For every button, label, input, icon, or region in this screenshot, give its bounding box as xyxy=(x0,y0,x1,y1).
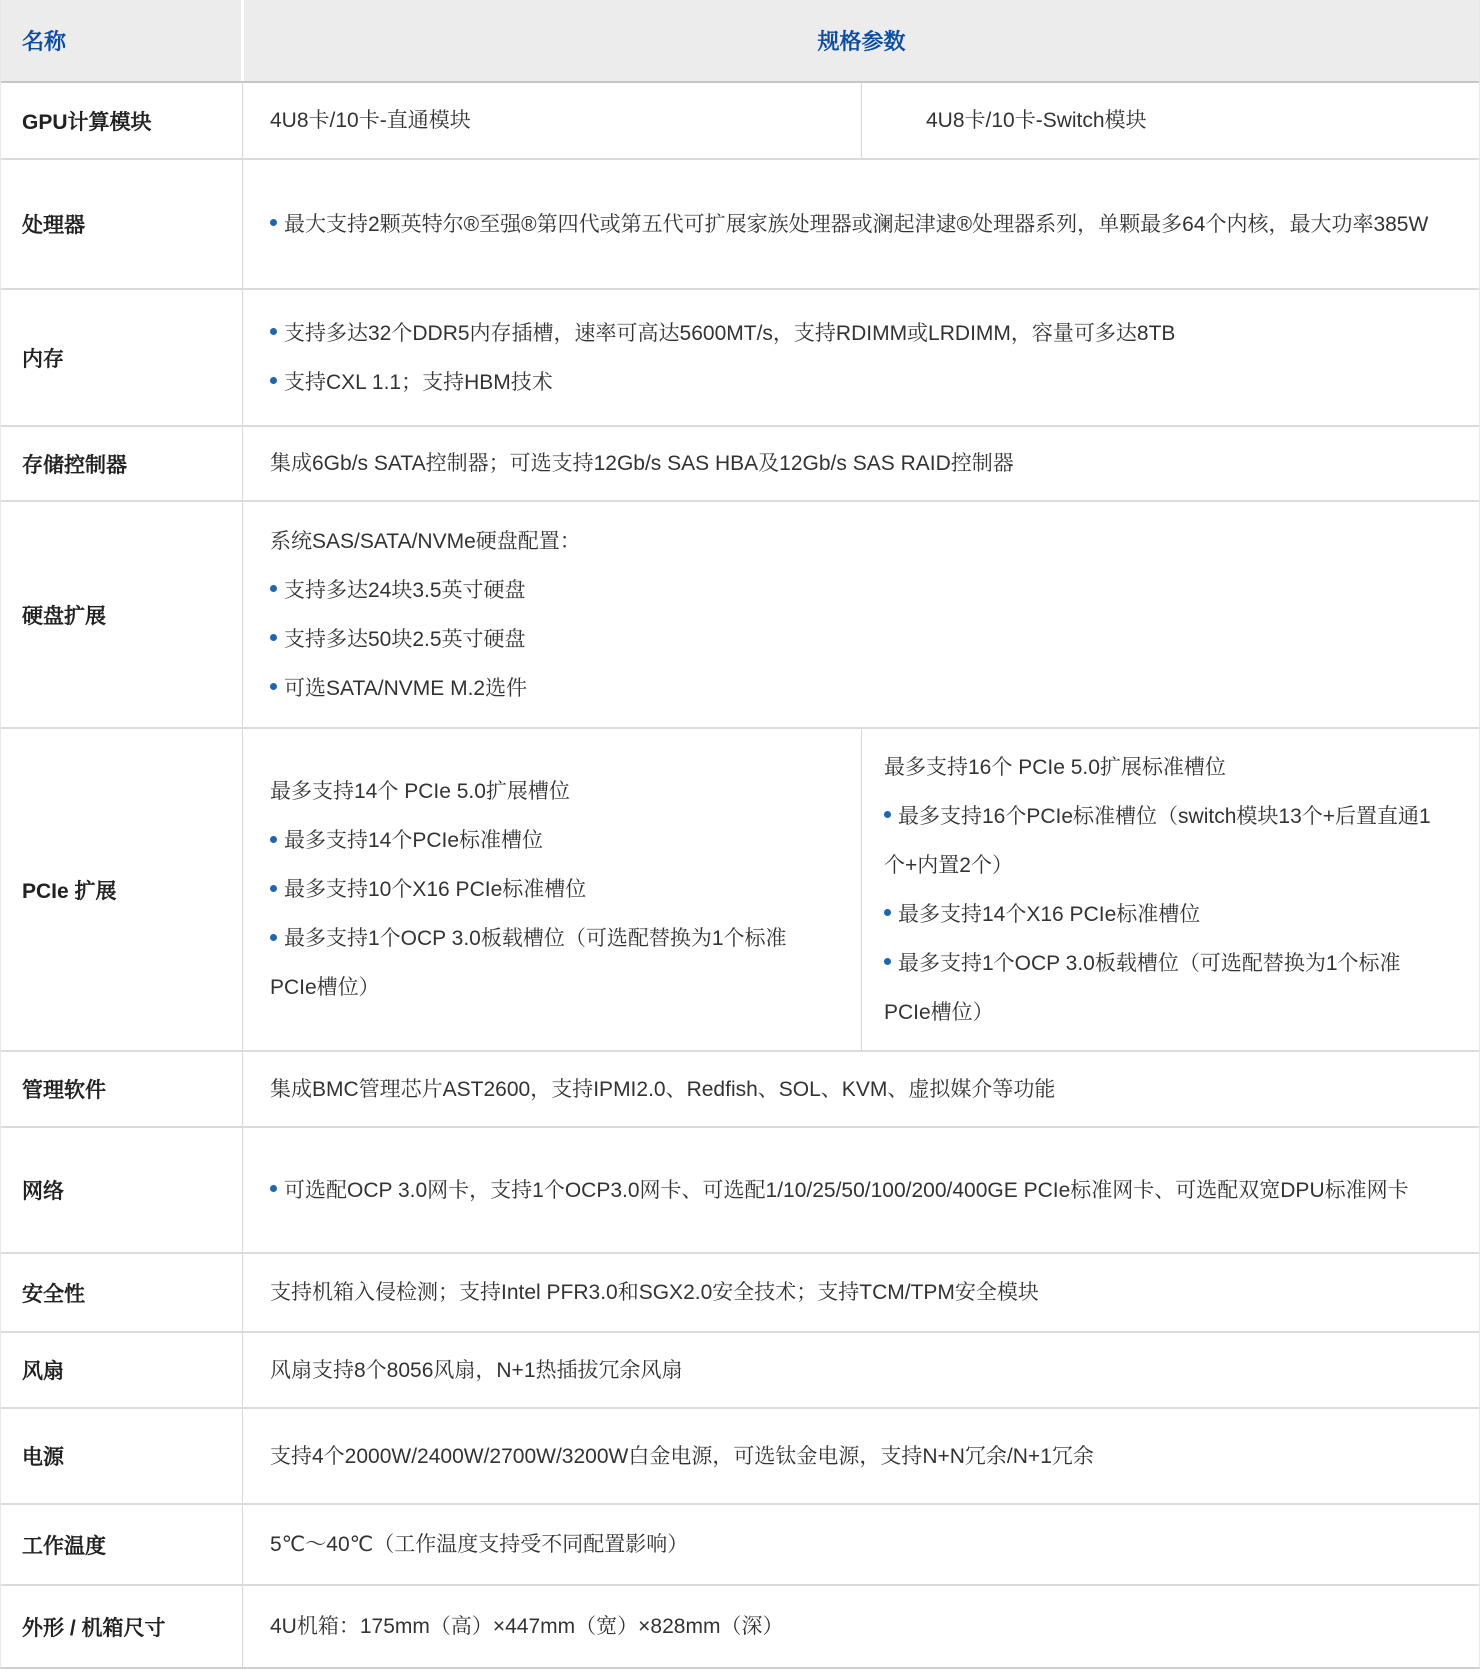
bullet-icon xyxy=(270,377,277,384)
spec-cell xyxy=(243,1052,1479,1126)
row-label: PCIe 扩展 xyxy=(1,729,243,1050)
spec-cell xyxy=(243,1586,1479,1667)
spec-text: 最多支持1个OCP 3.0板载槽位（可选配替换为1个标准PCIe槽位） xyxy=(270,927,787,999)
bullet-icon xyxy=(270,683,277,690)
spec-text: 可选SATA/NVME M.2选件 xyxy=(284,676,528,700)
spec-line xyxy=(270,767,811,816)
spec-line xyxy=(270,517,1429,566)
row-label: 处理器 xyxy=(1,160,243,288)
spec-area xyxy=(243,729,1479,1050)
spec-cell-left xyxy=(243,729,861,1050)
row-label: 安全性 xyxy=(1,1254,243,1331)
bullet-icon xyxy=(270,328,277,335)
bullet-icon xyxy=(270,934,277,941)
spec-cell xyxy=(243,1409,1479,1503)
spec-line xyxy=(270,309,1429,358)
table-row xyxy=(1,1331,1479,1407)
spec-text: 最大支持2颗英特尔®至强®第四代或第五代可扩展家族处理器或澜起津逮®处理器系列，单颗最多64个内核，最大功率385W xyxy=(284,212,1429,236)
spec-cell xyxy=(243,160,1479,288)
spec-line xyxy=(270,1432,1429,1481)
table-row xyxy=(1,288,1479,425)
spec-line xyxy=(270,664,1429,713)
spec-text: 系统SAS/SATA/NVMe硬盘配置： xyxy=(270,529,581,553)
spec-line xyxy=(270,615,1429,664)
table-row xyxy=(1,81,1479,158)
spec-line xyxy=(270,358,1429,407)
bullet-icon xyxy=(884,909,891,916)
spec-area xyxy=(243,290,1479,425)
spec-cell xyxy=(243,502,1479,727)
table-row xyxy=(1,727,1479,1050)
bullet-icon xyxy=(270,585,277,592)
spec-cell xyxy=(243,427,1479,500)
spec-text: 集成6Gb/s SATA控制器；可选支持12Gb/s SAS HBA及12Gb/s SAS RAID控制器 xyxy=(270,452,1014,475)
spec-line xyxy=(270,1520,1429,1569)
spec-text: 4U机箱：175mm（高）×447mm（宽）×828mm（深） xyxy=(270,1615,784,1638)
spec-text: 支持机箱入侵检测；支持Intel PFR3.0和SGX2.0安全技术；支持TCM/TPM安全模块 xyxy=(270,1281,1039,1304)
spec-text: 支持多达32个DDR5内存插槽，速率可高达5600MT/s，支持RDIMM或LRDIMM，容量可多达8TB xyxy=(284,321,1176,345)
spec-area xyxy=(243,1409,1479,1503)
spec-area xyxy=(243,160,1479,288)
spec-text: 4U8卡/10卡-直通模块 xyxy=(270,109,471,132)
spec-text: 支持多达50块2.5英寸硬盘 xyxy=(284,627,526,651)
spec-line xyxy=(884,743,1441,792)
spec-text: 风扇支持8个8056风扇，N+1热插拔冗余风扇 xyxy=(270,1358,683,1382)
spec-cell xyxy=(243,1505,1479,1584)
spec-line xyxy=(884,792,1441,890)
table-row xyxy=(1,1252,1479,1331)
spec-line xyxy=(270,1065,1429,1114)
spec-area xyxy=(243,1254,1479,1331)
spec-line xyxy=(270,200,1429,249)
spec-cell xyxy=(243,1254,1479,1331)
spec-area xyxy=(243,1505,1479,1584)
table-row xyxy=(1,500,1479,727)
table-row xyxy=(1,1584,1479,1667)
spec-text: 最多支持14个PCIe标准槽位 xyxy=(284,829,544,852)
spec-line xyxy=(270,96,811,145)
spec-line xyxy=(270,1602,1429,1651)
bullet-icon xyxy=(884,958,891,965)
row-label: 电源 xyxy=(1,1409,243,1503)
spec-text: 最多支持1个OCP 3.0板载槽位（可选配替换为1个标准PCIe槽位） xyxy=(884,951,1401,1024)
bullet-icon xyxy=(270,634,277,641)
table-row xyxy=(1,1126,1479,1252)
spec-line xyxy=(270,439,1429,488)
spec-text: 最多支持14个X16 PCIe标准槽位 xyxy=(898,902,1201,926)
spec-text: 最多支持16个 PCIe 5.0扩展标准槽位 xyxy=(884,755,1226,779)
bullet-icon xyxy=(270,885,277,892)
spec-area xyxy=(243,427,1479,500)
spec-cell-right xyxy=(861,729,1479,1050)
row-label: 管理软件 xyxy=(1,1052,243,1126)
spec-area xyxy=(243,1128,1479,1252)
spec-line xyxy=(270,816,811,865)
spec-cell xyxy=(243,1333,1479,1407)
row-label: 存储控制器 xyxy=(1,427,243,500)
spec-area xyxy=(243,1333,1479,1407)
spec-cell-right xyxy=(861,83,1479,158)
table-row xyxy=(1,425,1479,500)
row-label: 网络 xyxy=(1,1128,243,1252)
spec-text: 可选配OCP 3.0网卡，支持1个OCP3.0网卡、可选配1/10/25/50/100/200/400GE PCIe标准网卡、可选配双宽DPU标准网卡 xyxy=(284,1178,1409,1202)
spec-line xyxy=(270,566,1429,615)
spec-table-body xyxy=(1,81,1479,1667)
spec-cell xyxy=(243,1128,1479,1252)
bullet-icon xyxy=(270,219,277,226)
spec-area xyxy=(243,1586,1479,1667)
spec-line xyxy=(270,865,811,914)
spec-text: 支持多达24块3.5英寸硬盘 xyxy=(284,578,526,602)
row-label: 工作温度 xyxy=(1,1505,243,1584)
spec-text: 支持4个2000W/2400W/2700W/3200W白金电源，可选钛金电源，支持N+N冗余/N+1冗余 xyxy=(270,1444,1094,1468)
row-label: 内存 xyxy=(1,290,243,425)
spec-text: 最多支持16个PCIe标准槽位（switch模块13个+后置直通1个+内置2个） xyxy=(884,804,1431,877)
spec-area xyxy=(243,502,1479,727)
spec-text: 5℃～40℃（工作温度支持受不同配置影响） xyxy=(270,1533,689,1556)
spec-line xyxy=(884,890,1441,939)
table-row xyxy=(1,1503,1479,1584)
spec-text: 最多支持14个 PCIe 5.0扩展槽位 xyxy=(270,780,570,803)
header-spec-column: 规格参数 xyxy=(244,0,1479,81)
spec-text: 支持CXL 1.1；支持HBM技术 xyxy=(284,370,553,394)
row-label: 风扇 xyxy=(1,1333,243,1407)
table-row xyxy=(1,1050,1479,1126)
spec-cell-left xyxy=(243,83,861,158)
spec-line xyxy=(270,1346,1429,1395)
table-row xyxy=(1,1407,1479,1503)
row-label: GPU计算模块 xyxy=(1,83,243,158)
spec-text: 最多支持10个X16 PCIe标准槽位 xyxy=(284,878,587,901)
spec-line xyxy=(270,1268,1429,1317)
spec-line xyxy=(884,939,1441,1037)
bullet-icon xyxy=(884,811,891,818)
bullet-icon xyxy=(270,1185,277,1192)
spec-area xyxy=(243,1052,1479,1126)
header-name-column: 名称 xyxy=(1,0,241,81)
spec-text: 集成BMC管理芯片AST2600，支持IPMI2.0、Redfish、SOL、KVM、虚拟媒介等功能 xyxy=(270,1077,1056,1101)
spec-line xyxy=(270,914,811,1012)
spec-text: 4U8卡/10卡-Switch模块 xyxy=(926,109,1147,132)
spec-area xyxy=(243,83,1479,158)
table-row xyxy=(1,158,1479,288)
spec-cell xyxy=(243,290,1479,425)
row-label: 硬盘扩展 xyxy=(1,502,243,727)
table-header-row xyxy=(1,0,1479,81)
spec-line xyxy=(926,96,1441,145)
bullet-icon xyxy=(270,836,277,843)
row-label: 外形 / 机箱尺寸 xyxy=(1,1586,243,1667)
spec-line xyxy=(270,1166,1429,1215)
